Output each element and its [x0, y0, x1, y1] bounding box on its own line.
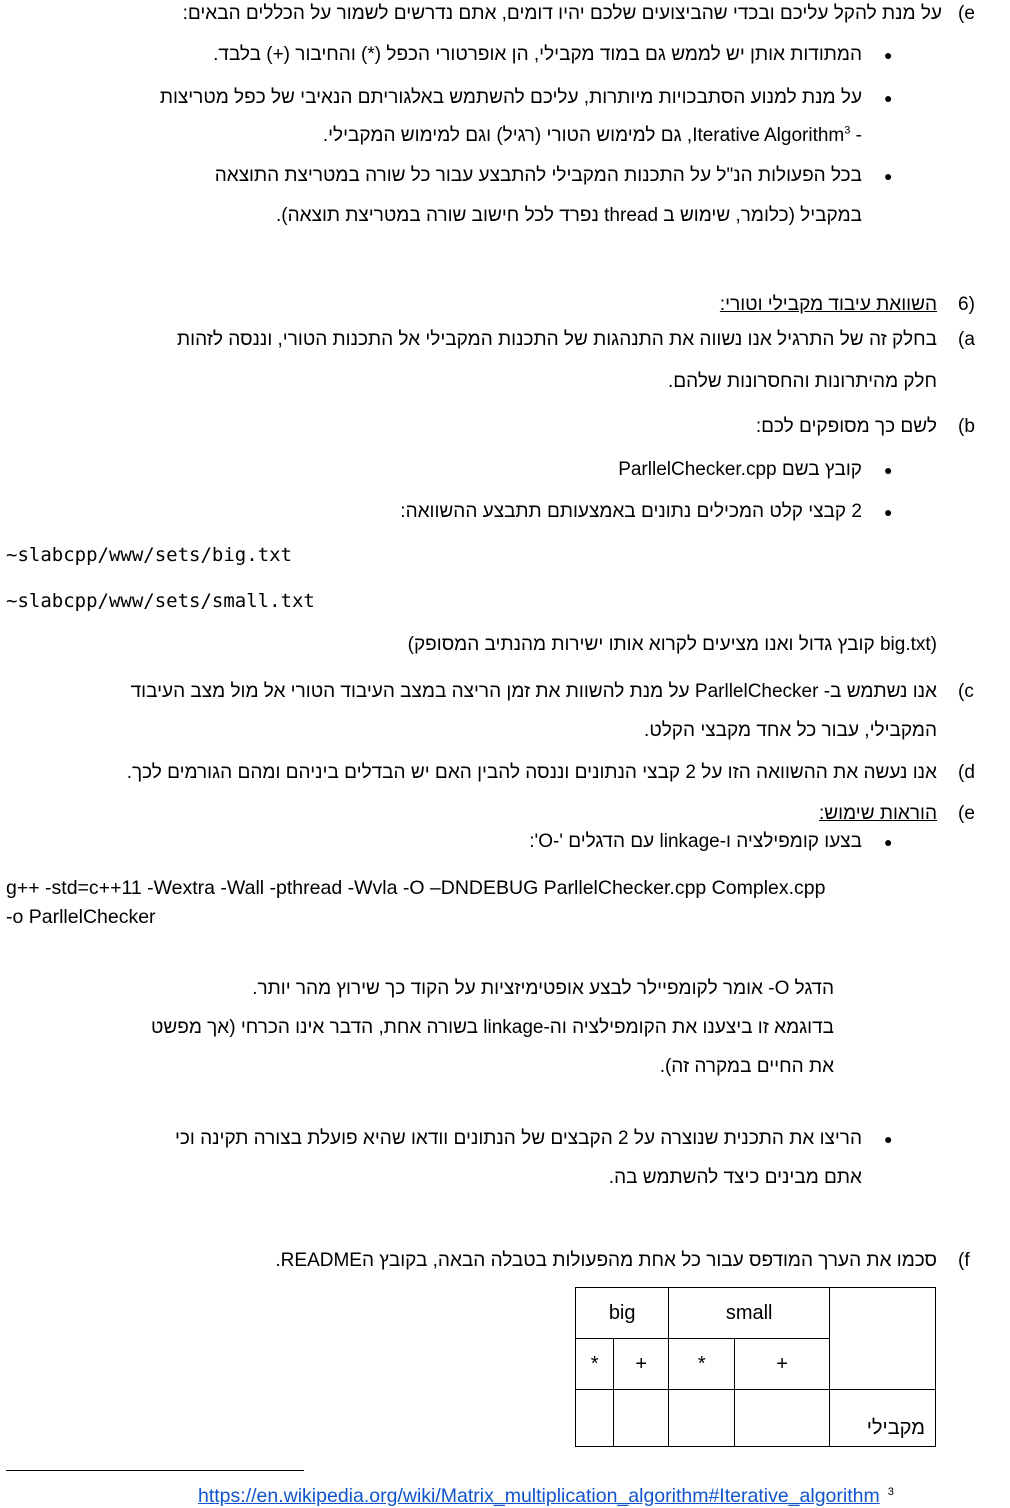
bullet-text-line2: [323, 124, 862, 148]
item-mark-e: (e: [958, 3, 975, 24]
value-cell: [735, 1390, 830, 1447]
bullet-dot-icon: ●: [884, 834, 893, 850]
row-label-parallel: מקבילי: [830, 1390, 936, 1447]
results-table: [575, 1287, 936, 1447]
header-small: small: [669, 1288, 830, 1339]
item-b-text: לשם כך מסופקים לכם:: [755, 416, 937, 437]
footnote: [198, 1484, 894, 1508]
footnote-number: 3: [887, 1485, 894, 1498]
bullet-dot-icon: ●: [884, 47, 893, 63]
item-c-text: אנו נשתמש ב- ParllelChecker על מנת להשוות את זמן הריצה במצב העיבוד הטורי אל מול מצב העיבוד: [130, 681, 937, 702]
item-d-text: אנו נעשה את ההשוואה הזו על 2 קבצי הנתונים וננסה להבין האם יש הבדלים ביניהם ומהם הגורמים לכך.: [126, 762, 937, 783]
item-mark-c: (c: [958, 681, 974, 702]
bullet-dot-icon: ●: [884, 90, 893, 106]
bullet-dot-icon: ●: [884, 168, 893, 184]
compile-bullet: בצעו קומפילציה ו-linkage עם הדגלים '-O':: [529, 831, 862, 852]
item-mark-b: (b: [958, 416, 975, 437]
op-cell: +: [735, 1339, 830, 1390]
bullet-text-tail: , גם למימוש הטורי (רגיל) וגם למימוש המקבילי.: [322, 125, 693, 146]
item-mark-f: (f: [958, 1250, 970, 1271]
item-mark-d: (d: [958, 762, 975, 783]
item-f-text: סכמו את הערך המודפס עבור כל אחת מהפעולות בטבלה הבאה, בקובץ הREADME.: [275, 1250, 937, 1271]
op-cell: *: [576, 1339, 614, 1390]
item-c-text-line2: המקבילי, עבור כל אחד מקבצי הקלט.: [644, 720, 937, 741]
bullet-text: על מנת למנוע הסתבכויות מיותרות, עליכם להשתמש באלגוריתם הנאיבי של כפל מטריצות: [159, 87, 862, 108]
value-cell: [669, 1390, 735, 1447]
value-cell: [614, 1390, 669, 1447]
run-bullet-line2: אתם מבינים כיצד להשתמש בה.: [608, 1167, 862, 1188]
item-a-text: בחלק זה של התרגיל אנו נשווה את התנהגות של התכנות המקבילי אל התכנות הטורי, וננסה לזהות: [177, 329, 937, 350]
usage-title: הוראות שימוש:: [819, 803, 937, 824]
compile-command: g++ -std=c++11 -Wextra -Wall -pthread -Wvla -O –DNDEBUG ParllelChecker.cpp Complex.cpp: [6, 877, 826, 899]
flag-note-line3: את החיים במקרה זה).: [659, 1056, 834, 1077]
intro-text: על מנת להקל עליכם ובכדי שהביצועים שלכם יהיו דומים, אתם נדרשים לשמור על הכללים הבאים:: [182, 3, 942, 24]
footnote-divider: [6, 1470, 304, 1471]
op-cell: +: [614, 1339, 669, 1390]
flag-note-line2: בדוגמא זו ביצענו את הקומפילציה וה-linkage בשורה אחת, הדבר אינו הכרחי (אך מפשט: [150, 1017, 834, 1038]
bullet-text: בכל הפעולות הנ"ל על התכנות המקבילי להתבצע עבור כל שורה במטריצת התוצאה: [214, 165, 862, 186]
input-files-bullet: 2 קבצי קלט המכילים נתונים באמצעותם תתבצע ההשוואה:: [400, 501, 862, 522]
compile-command-line2: -o ParllelChecker: [6, 906, 156, 928]
bullet-text: המתודות אותן יש לממש גם במוד מקבילי, הן אופרטורי הכפל (*) והחיבור (+) בלבד.: [213, 44, 862, 65]
value-cell: [576, 1390, 614, 1447]
footnote-link[interactable]: https://en.wikipedia.org/wiki/Matrix_multiplication_algorithm#Iterative_algorithm: [198, 1485, 880, 1507]
iterative-algorithm: - Iterative Algorithm: [692, 125, 862, 146]
bullet-dot-icon: ●: [884, 462, 893, 478]
op-cell: *: [669, 1339, 735, 1390]
path-small: ~slabcpp/www/sets/small.txt: [6, 590, 315, 612]
bullet-dot-icon: ●: [884, 504, 893, 520]
run-bullet: הריצו את התכנית שנוצרה על 2 הקבצים של הנתונים וודאו שהיא פועלת בצורה תקינה וכי: [174, 1128, 862, 1149]
section-number: 6): [958, 294, 975, 315]
section-title: השוואת עיבוד מקבילי וטורי:: [719, 294, 937, 315]
big-file-note: (big.txt קובץ גדול ואנו מציעים לקרוא אותו ישירות מהנתיב המסופק): [407, 634, 937, 655]
header-big: big: [576, 1288, 669, 1339]
path-big: ~slabcpp/www/sets/big.txt: [6, 544, 292, 566]
item-a-text-line2: חלק מהיתרונות והחסרונות שלהם.: [668, 371, 937, 392]
header-empty-cell: [830, 1288, 936, 1390]
flag-note: הדגל O- אומר לקומפיילר לבצע אופטימיזציות על הקוד כך שירוץ מהר יותר.: [252, 978, 834, 999]
bullet-dot-icon: ●: [884, 1131, 893, 1147]
item-mark-e2: (e: [958, 803, 975, 824]
bullet-text-line2: במקביל (כלומר, שימוש ב thread נפרד לכל חישוב שורה במטריצת תוצאה).: [276, 205, 862, 226]
item-mark-a: (a: [958, 329, 975, 350]
footnote-ref: 3: [844, 124, 851, 137]
file-bullet: קובץ בשם ParllelChecker.cpp: [618, 459, 862, 480]
